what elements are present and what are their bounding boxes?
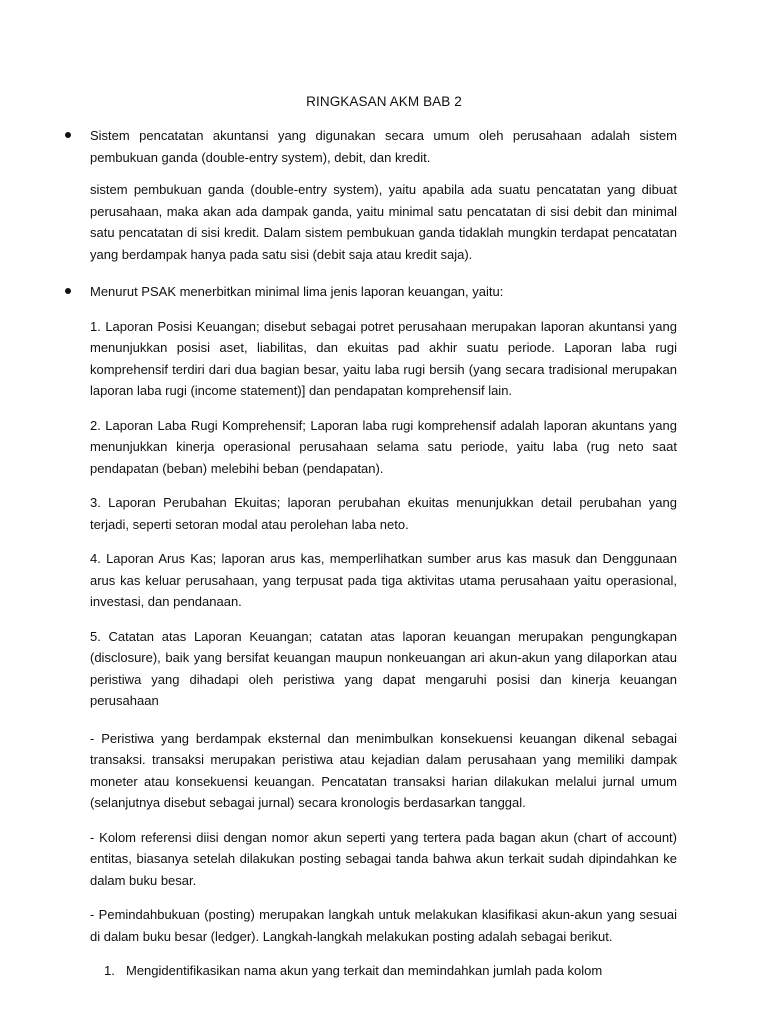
list-item: 5. Catatan atas Laporan Keuangan; catatan atas laporan keuangan merupakan pengungkapan (disclosure), baik yang bersifat keuangan maupun nonkeuangan ari akun-akun yang dilaporkan atau peristiwa yang dihadapi oleh peristiwa yang dapat mengaruhi posisi dan kinerja keuangan perusahaan bbox=[90, 628, 677, 708]
paragraph: - Kolom referensi diisi dengan nomor akun seperti yang tertera pada bagan akun (chart of account) entitas, biasanya setelah dilakukan posting sebagai tanda bahwa akun terkait sudah dipindahkan ke dalam buku besar. bbox=[90, 829, 677, 888]
list-item-text: Mengidentifikasikan nama akun yang terkait dan memindahkan jumlah pada kolom bbox=[126, 963, 603, 978]
bullet-text: Menurut PSAK menerbitkan minimal lima jenis laporan keuangan, yaitu: bbox=[90, 284, 504, 299]
paragraph: - Pemindahbukuan (posting) merupakan langkah untuk melakukan klasifikasi akun-akun yang sesuai di dalam buku besar (ledger). Langkah-langkah melakukan posting adalah sebagai berikut. bbox=[90, 907, 677, 944]
bullet-text: Sistem pencatatan akuntansi yang digunakan secara umum oleh perusahaan adalah sistem pembukuan ganda (double-entry system), debit, dan kredit. bbox=[90, 128, 677, 165]
bullet-icon bbox=[65, 288, 71, 294]
list-item: 3. Laporan Perubahan Ekuitas; laporan perubahan ekuitas menunjukkan detail perubahan yang terjadi, seperti setoran modal atau perolehan laba neto. bbox=[90, 495, 677, 532]
list-item: 4. Laporan Arus Kas; laporan arus kas, memperlihatkan sumber arus kas masuk dan Denggunaan arus kas keluar perusahaan, yang terpusat pada tiga aktivitas utama perusahaan yaitu operasional, investasi, dan pendanaan. bbox=[90, 551, 677, 609]
paragraph: sistem pembukuan ganda (double-entry system), yaitu apabila ada suatu pencatatan yang dibuat perusahaan, maka akan ada dampak ganda, yaitu minimal satu pencatatan di sisi debit dan minimal satu pencatatan di sisi kredit. Dalam sistem pembukuan ganda tidaklah mungkin terdapat pencatatan yang berdampak hanya pada satu sisi (debit saja atau kredit saja). bbox=[90, 182, 677, 262]
paragraph: - Peristiwa yang berdampak eksternal dan menimbulkan konsekuensi keuangan dikenal sebagai transaksi. transaksi merupakan peristiwa atau kejadian dalam perusahaan yang memiliki dampak moneter atau konsekuensi keuangan. Pencatatan transaksi harian dilakukan melalui jurnal umum (selanjutnya disebut sebagai jurnal) secara kronologis berdasarkan tanggal. bbox=[90, 730, 677, 810]
document-body bbox=[0, 120, 768, 982]
list-item: 1. Laporan Posisi Keuangan; disebut sebagai potret perusahaan merupakan laporan akuntansi yang menunjukkan posisi aset, liabilitas, dan ekuitas pad akhir suatu periode. Laporan laba rugi komprehensif terdiri dari dua bagian besar, yaitu laba rugi bersih (yang secara tradisional merupakan laporan laba rugi (income statement)] dan pendapatan komprehensif lain. bbox=[90, 318, 677, 398]
list-item: 2. Laporan Laba Rugi Komprehensif; Laporan laba rugi komprehensif adalah laporan akuntans yang menunjukkan kinerja operasional perusahaan selama satu periode, yaitu laba (rug neto saat pendapatan (beban) melebihi beban (pendapatan). bbox=[90, 417, 677, 476]
document-title: RINGKASAN AKM BAB 2 bbox=[306, 94, 462, 109]
numbered-list-item bbox=[104, 960, 677, 982]
list-number: 1. bbox=[104, 963, 115, 978]
bullet-paragraph bbox=[90, 281, 677, 303]
bullet-icon bbox=[65, 132, 71, 138]
bullet-paragraph bbox=[90, 125, 677, 168]
